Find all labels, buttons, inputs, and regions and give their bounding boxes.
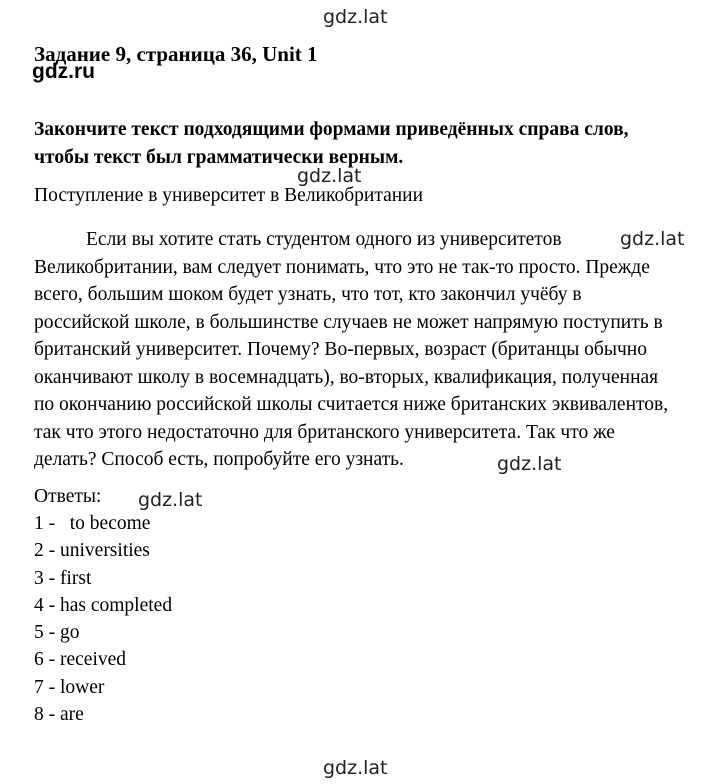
answer-item: 3 - first <box>34 567 92 589</box>
answer-item: 6 - received <box>34 649 127 671</box>
answer-item: 4 - has completed <box>34 594 173 616</box>
watermark-para-right: gdz.lat <box>620 228 685 250</box>
watermark-para-end: gdz.lat <box>497 453 562 475</box>
answer-item: 2 - universities <box>34 540 150 562</box>
answer-item: 5 - go <box>34 622 80 644</box>
answer-item: 7 - lower <box>34 676 105 698</box>
watermark-answers: gdz.lat <box>138 489 203 511</box>
text-paragraph <box>34 226 714 474</box>
watermark-after-task: gdz.lat <box>297 165 362 187</box>
watermark-bottom: gdz.lat <box>323 757 388 779</box>
paragraph-line: так что этого недостаточно для британского университета. Так что же <box>34 421 615 443</box>
task-line: чтобы текст был грамматически верным. <box>34 147 404 168</box>
answers-label: Ответы: <box>34 486 102 507</box>
page-title: Задание 9, страница 36, Unit 1 <box>34 42 318 66</box>
paragraph-line: всего, большим шоком будет узнать, что тот, кто закончил учёбу в <box>34 284 582 305</box>
text-subtitle: Поступление в университет в Великобритании <box>34 185 424 206</box>
paragraph-line: по окончанию российской школы считается ниже британских эквивалентов, <box>34 394 669 415</box>
task-line: Закончите текст подходящими формами приведённых справа слов, <box>34 119 629 140</box>
watermark-site-logo: gdz.ru <box>32 60 95 83</box>
paragraph-line: Великобритании, вам следует понимать, что это не так-то просто. Прежде <box>34 256 650 278</box>
paragraph-line: Если вы хотите стать студентом одного из университетов <box>86 229 562 250</box>
paragraph-line: делать? Способ есть, попробуйте его узнать. <box>34 449 404 470</box>
answer-item: 1 - to become <box>34 513 151 534</box>
paragraph-line: оканчивают школу в восемнадцать), во-вторых, квалификация, полученная <box>34 366 659 388</box>
watermark-top: gdz.lat <box>323 6 388 28</box>
answers-list <box>34 510 172 728</box>
paragraph-line: российской школе, в большинстве случаев не может напрямую поступить в <box>34 311 663 333</box>
paragraph-line: британский университет. Почему? Во-первых, возраст (британцы обычно <box>34 339 647 360</box>
task-instructions <box>34 116 714 172</box>
answer-item: 8 - are <box>34 704 84 726</box>
